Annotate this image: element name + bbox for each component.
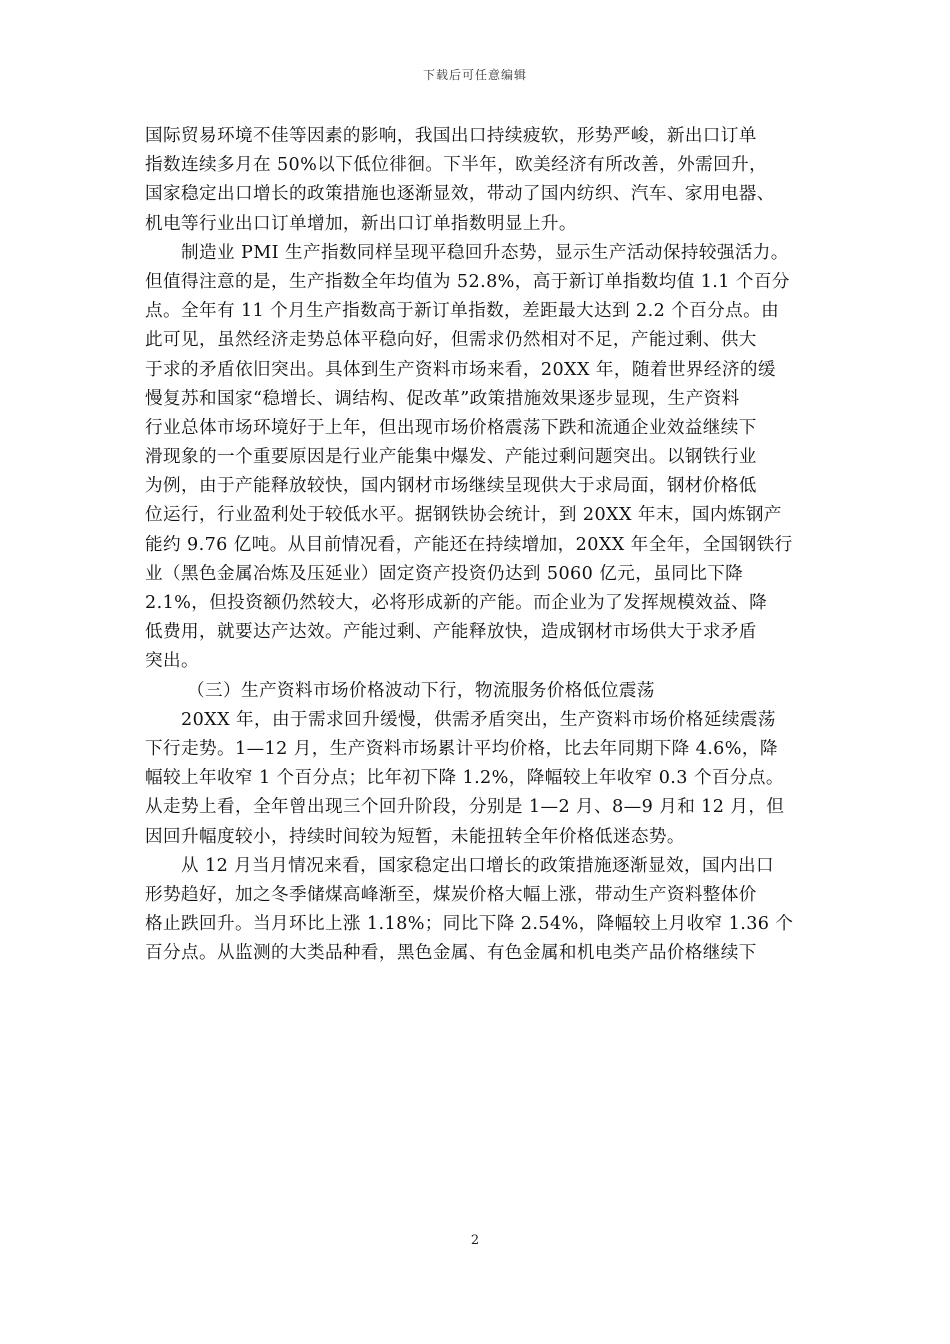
text-line: 为例，由于产能释放较快，国内钢材市场继续呈现供大于求局面，钢材价格低 (145, 476, 757, 497)
text-line: 指数连续多月在 50%以下低位徘徊。下半年，欧美经济有所改善，外需回升， (145, 155, 768, 176)
text-line: 但值得注意的是，生产指数全年均值为 52.8%，高于新订单指数均值 1.1 个百分 (145, 271, 790, 292)
paragraph-production-index (145, 239, 815, 677)
text-line: 机电等行业出口订单增加，新出口订单指数明显上升。 (145, 213, 577, 234)
section-heading-text: （三）生产资料市场价格波动下行，物流服务价格低位震荡 (187, 680, 655, 701)
text-line: 形势趋好，加之冬季储煤高峰渐至，煤炭价格大幅上涨，带动生产资料整体价 (145, 884, 757, 905)
text-line: 国家稳定出口增长的政策措施也逐渐显效，带动了国内纺织、汽车、家用电器、 (145, 184, 775, 205)
page-header: 下载后可任意编辑 (422, 68, 527, 82)
paragraph-price-trend (145, 706, 815, 852)
text-line: 滑现象的一个重要原因是行业产能集中爆发、产能过剩问题突出。以钢铁行业 (145, 447, 757, 468)
text-line: 慢复苏和国家“稳增长、调结构、促改革”政策措施效果逐步显现，生产资料 (145, 388, 740, 409)
text-line: 从走势上看，全年曾出现三个回升阶段，分别是 1—2 月、8—9 月和 12 月，但 (145, 797, 785, 818)
page-number: 2 (470, 1233, 480, 1248)
text-line: 从 12 月当月情况来看，国家稳定出口增长的政策措施逐渐显效，国内出口 (181, 855, 774, 876)
paragraph-export-orders (145, 122, 815, 239)
text-line: 此可见，虽然经济走势总体平稳向好，但需求仍然相对不足，产能过剩、供大 (145, 330, 757, 351)
text-line: 制造业 PMI 生产指数同样呈现平稳回升态势，显示生产活动保持较强活力。 (181, 242, 789, 263)
text-line: 业（黑色金属冶炼及压延业）固定资产投资仍达到 5060 亿元，虽同比下降 (145, 563, 744, 584)
text-line: 低费用，就要达产达效。产能过剩、产能释放快，造成钢材市场供大于求矛盾 (145, 622, 757, 643)
text-line: 于求的矛盾依旧突出。具体到生产资料市场来看，20XX 年，随着世界经济的缓 (145, 359, 776, 380)
document-body (145, 122, 815, 968)
section-heading (145, 677, 815, 706)
text-line: 2.1%，但投资额仍然较大，必将形成新的产能。而企业为了发挥规模效益、降 (145, 593, 768, 613)
text-line: 位运行，行业盈利处于较低水平。据钢铁协会统计，到 20XX 年末，国内炼钢产 (145, 505, 782, 526)
text-line: 能约 9.76 亿吨。从目前情况看，产能还在持续增加，20XX 年全年，全国钢铁行 (145, 534, 793, 555)
text-line: 格止跌回升。当月环比上涨 1.18%；同比下降 2.54%，降幅较上月收窄 1.36 个 (145, 914, 794, 935)
text-line: 突出。 (145, 651, 199, 672)
text-line: 国际贸易环境不佳等因素的影响，我国出口持续疲软，形势严峻，新出口订单 (145, 126, 757, 146)
text-line: 行业总体市场环境好于上年，但出现市场价格震荡下跌和流通企业效益继续下 (145, 417, 757, 438)
text-line: 20XX 年，由于需求回升缓慢，供需矛盾突出，生产资料市场价格延续震荡 (181, 709, 776, 730)
paragraph-december-situation (145, 852, 815, 969)
text-line: 下行走势。1—12 月，生产资料市场累计平均价格，比去年同期下降 4.6%，降 (145, 738, 778, 759)
text-line: 幅较上年收窄 1 个百分点；比年初下降 1.2%，降幅较上年收窄 0.3 个百分点。 (145, 768, 784, 789)
text-line: 因回升幅度较小，持续时间较为短暂，未能扭转全年价格低迷态势。 (145, 826, 685, 847)
text-line: 点。全年有 11 个月生产指数高于新订单指数，差距最大达到 2.2 个百分点。由 (145, 301, 780, 322)
text-line: 百分点。从监测的大类品种看，黑色金属、有色金属和机电类产品价格继续下 (145, 943, 757, 964)
